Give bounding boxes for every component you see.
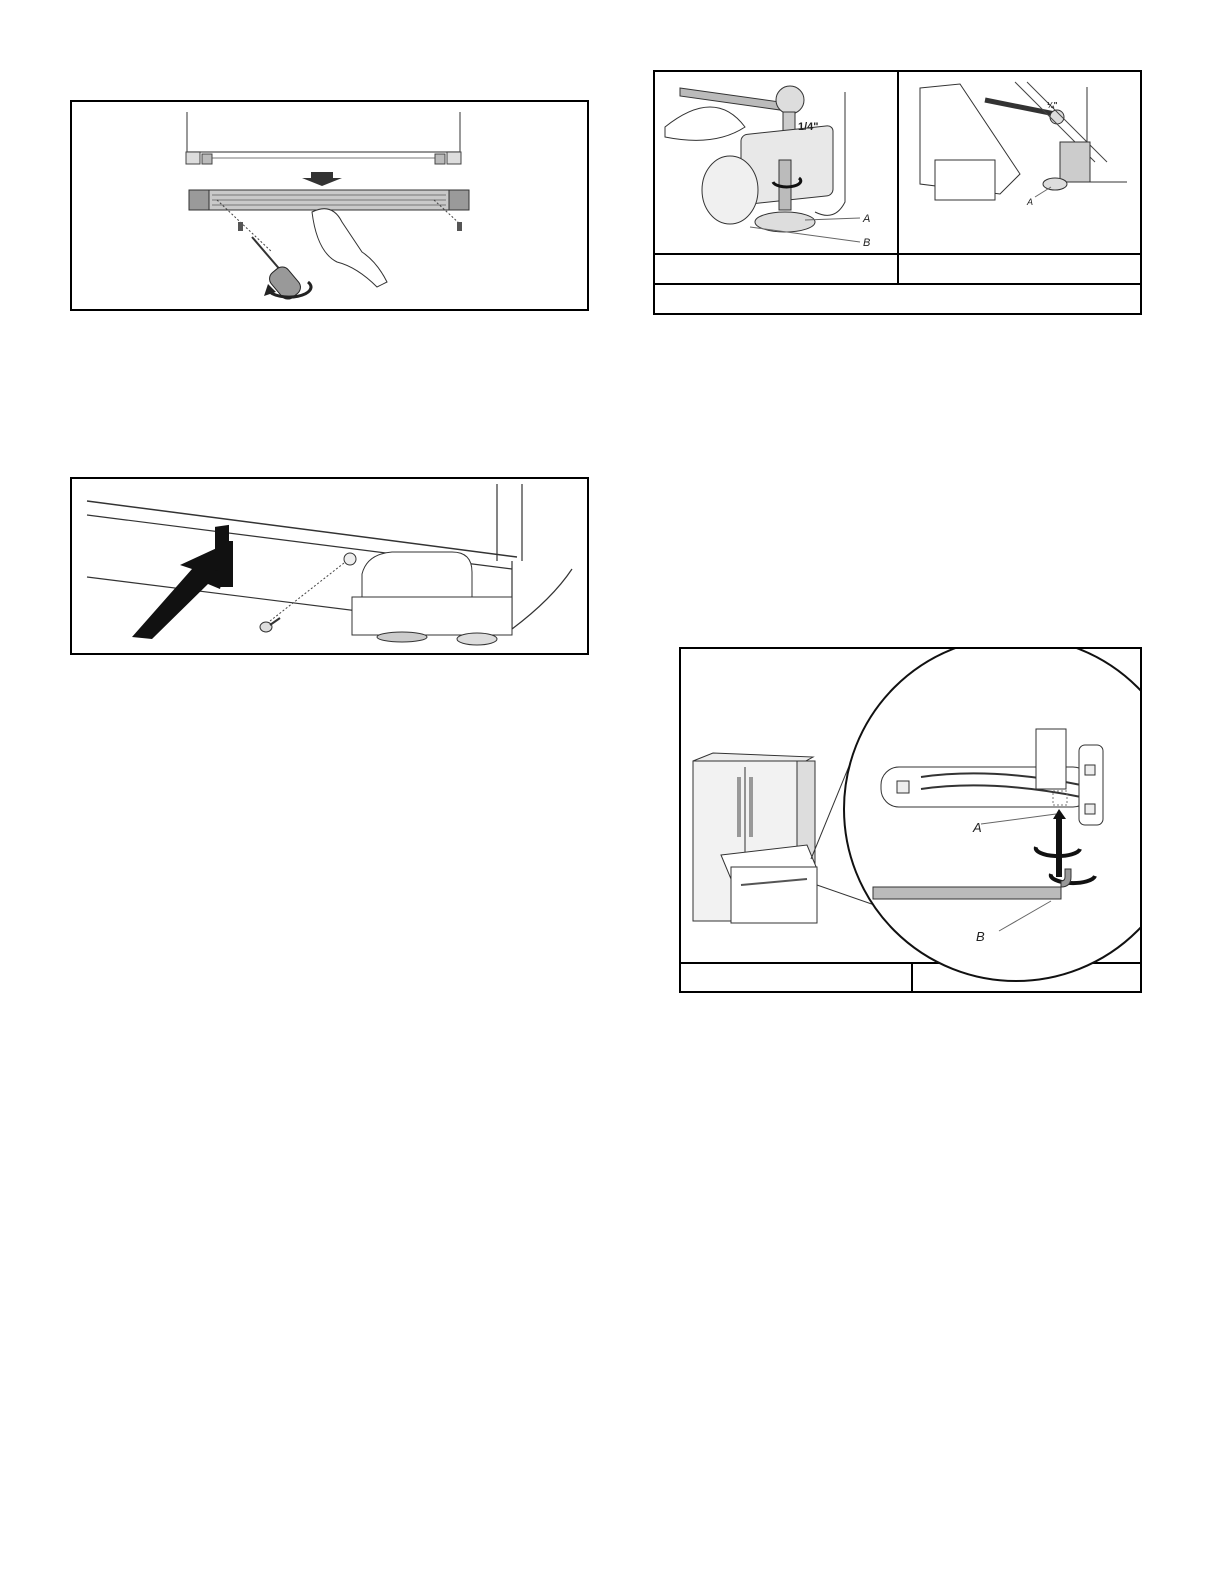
label-a-right: A (1027, 197, 1034, 207)
drawer-hinge-illustration (681, 649, 1142, 993)
label-a-left: A (863, 213, 871, 225)
wrench-size-label-2: ¼" (1047, 101, 1058, 110)
figure-drawer-hinge-adjust (679, 647, 1142, 993)
wrench-size-label-1: 1/4" (798, 121, 819, 133)
base-grille-illustration (72, 102, 589, 311)
label-b-left: B (863, 237, 871, 249)
leveling-legs-illustration (655, 72, 1142, 315)
figure-leveling-legs (653, 70, 1142, 315)
kick-plate-illustration (72, 479, 589, 655)
figure-base-grille-removal (70, 100, 589, 311)
label-b-hinge: B (976, 929, 985, 944)
figure-kick-plate-screw (70, 477, 589, 655)
label-a-hinge: A (973, 820, 982, 835)
